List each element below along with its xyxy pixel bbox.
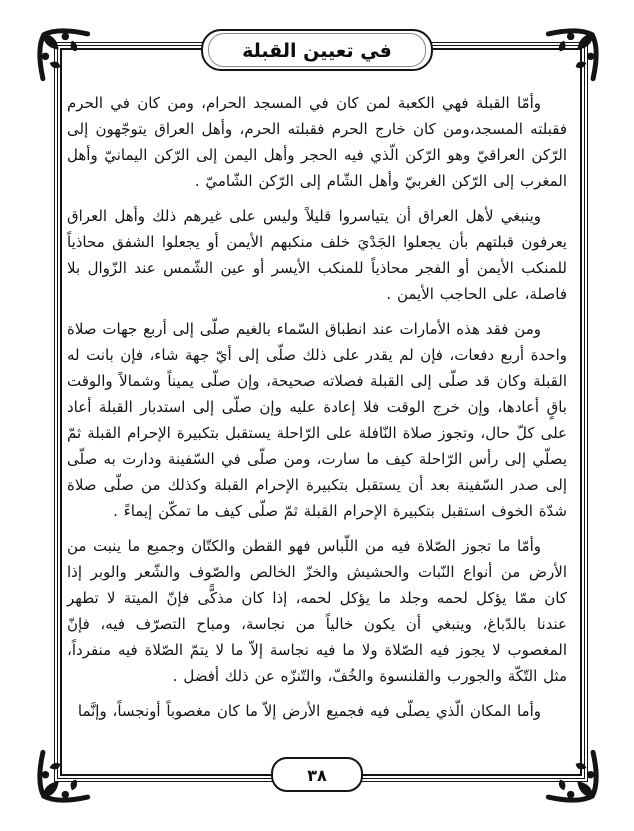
corner-flourish-bottom-right-icon — [545, 749, 603, 807]
page-title: في تعيين القبلة — [242, 39, 392, 62]
header-cartouche — [201, 29, 433, 71]
corner-flourish-top-right-icon — [545, 24, 603, 82]
page-number-cartouche — [271, 757, 363, 792]
paragraph-lost-signs-rulings: ومن فقد هذه الأمارات عند انطباق السّماء بالغيم صلّى إلى أربع جهات صلاة واحدة أربع دفعات، فإن لم يقدر على ذلك صلّى إلى أيّ جهة شاء، فإن بانت له القبلة وكان قد صلّى إلى القبلة فصلاته صحيحة، وإن صلّى يميناً وشمالاً والوقت باقٍ أعادها، وإن خرج الوقت فلا إعادة عليه وإن صلّى إلى استدبار القبلة أعاد على كلّ حال، وتجوز صلاة النّافلة على الرّاحلة يستقبل بتكبيرة الإحرام القبلة ثمّ يصلّي إلى رأس الرّاحلة كيف ما سارت، ومن صلّى في السّفينة ودارت به صلّى إلى صدر السّفينة بعد أن يستقبل بتكبيرة الإحرام القبلة وكذلك من صلّى صلاة شدّة الخوف استقبل بتكبيرة الإحرام القبلة ثمّ صلّى كيف ما تمكّن إيماءً . — [67, 320, 567, 520]
corner-flourish-bottom-left-icon — [33, 749, 91, 807]
corner-flourish-top-left-icon — [33, 24, 91, 82]
paragraph-qibla-directions: وأمّا القبلة فهي الكعبة لمن كان في المسجد الحرام، ومن كان في الحرم فقبلته المسجد،ومن كان خارج الحرم فقبلته الحرم، وأهل العراق يتوجّهون إلى الرّكن العراقيّ وهو الرّكن الّذي فيه الحجر وأهل اليمن إلى الرّكن اليمانيّ وأهل المغرب إلى الرّكن الغربيّ وأهل الشّام إلى الرّكن الشّاميّ . — [67, 94, 567, 190]
paragraph-prayer-place: وأما المكان الّذي يصلّى فيه فجميع الأرض إلاّ ما كان مغصوباً أونجساً، وإنَّما — [77, 702, 541, 720]
paragraph-permissible-clothing: وأمّا ما تجوز الصّلاة فيه من اللّباس فهو القطن والكتّان وجميع ما ينبت من الأرض من أنواع النّبات والحشيش والخزّ الخالص والصّوف والشّعر والوبر إذا كان ممّا يؤكل لحمه وجلد ما يؤكل لحمه، إذا كان مذكًّى فإنّ الميتة لا تطهر عندنا بالدّباغ، وينبغي أن يكون خالياً من نجاسة، ومباح التصرّف فيه، فإنّ المغصوب لا يجوز فيه الصّلاة ولا ما فيه نجاسة إلاّ ما لا يتمّ الصّلاة فيه منفرداً، مثل التّكّة والجورب والقلنسوة والخُفّ، والتّنزّه عن ذلك أفضل . — [67, 537, 567, 685]
page-number: ٣٨ — [307, 765, 327, 785]
body-text — [67, 90, 567, 724]
paragraph-iraq-qibla-signs: وينبغي لأهل العراق أن يتياسروا قليلاً وليس على غيرهم ذلك وأهل العراق يعرفون قبلتهم بأن يجعلوا الجَدْيَ خلف منكبهم الأيمن أو يجعلوا الشفق محاذياً للمنكب الأيمن أو الفجر محاذياً للمنكب الأيسر أو عين الشّمس عند الزّوال بلا فاصلة، على الحاجب الأيمن . — [67, 207, 567, 303]
